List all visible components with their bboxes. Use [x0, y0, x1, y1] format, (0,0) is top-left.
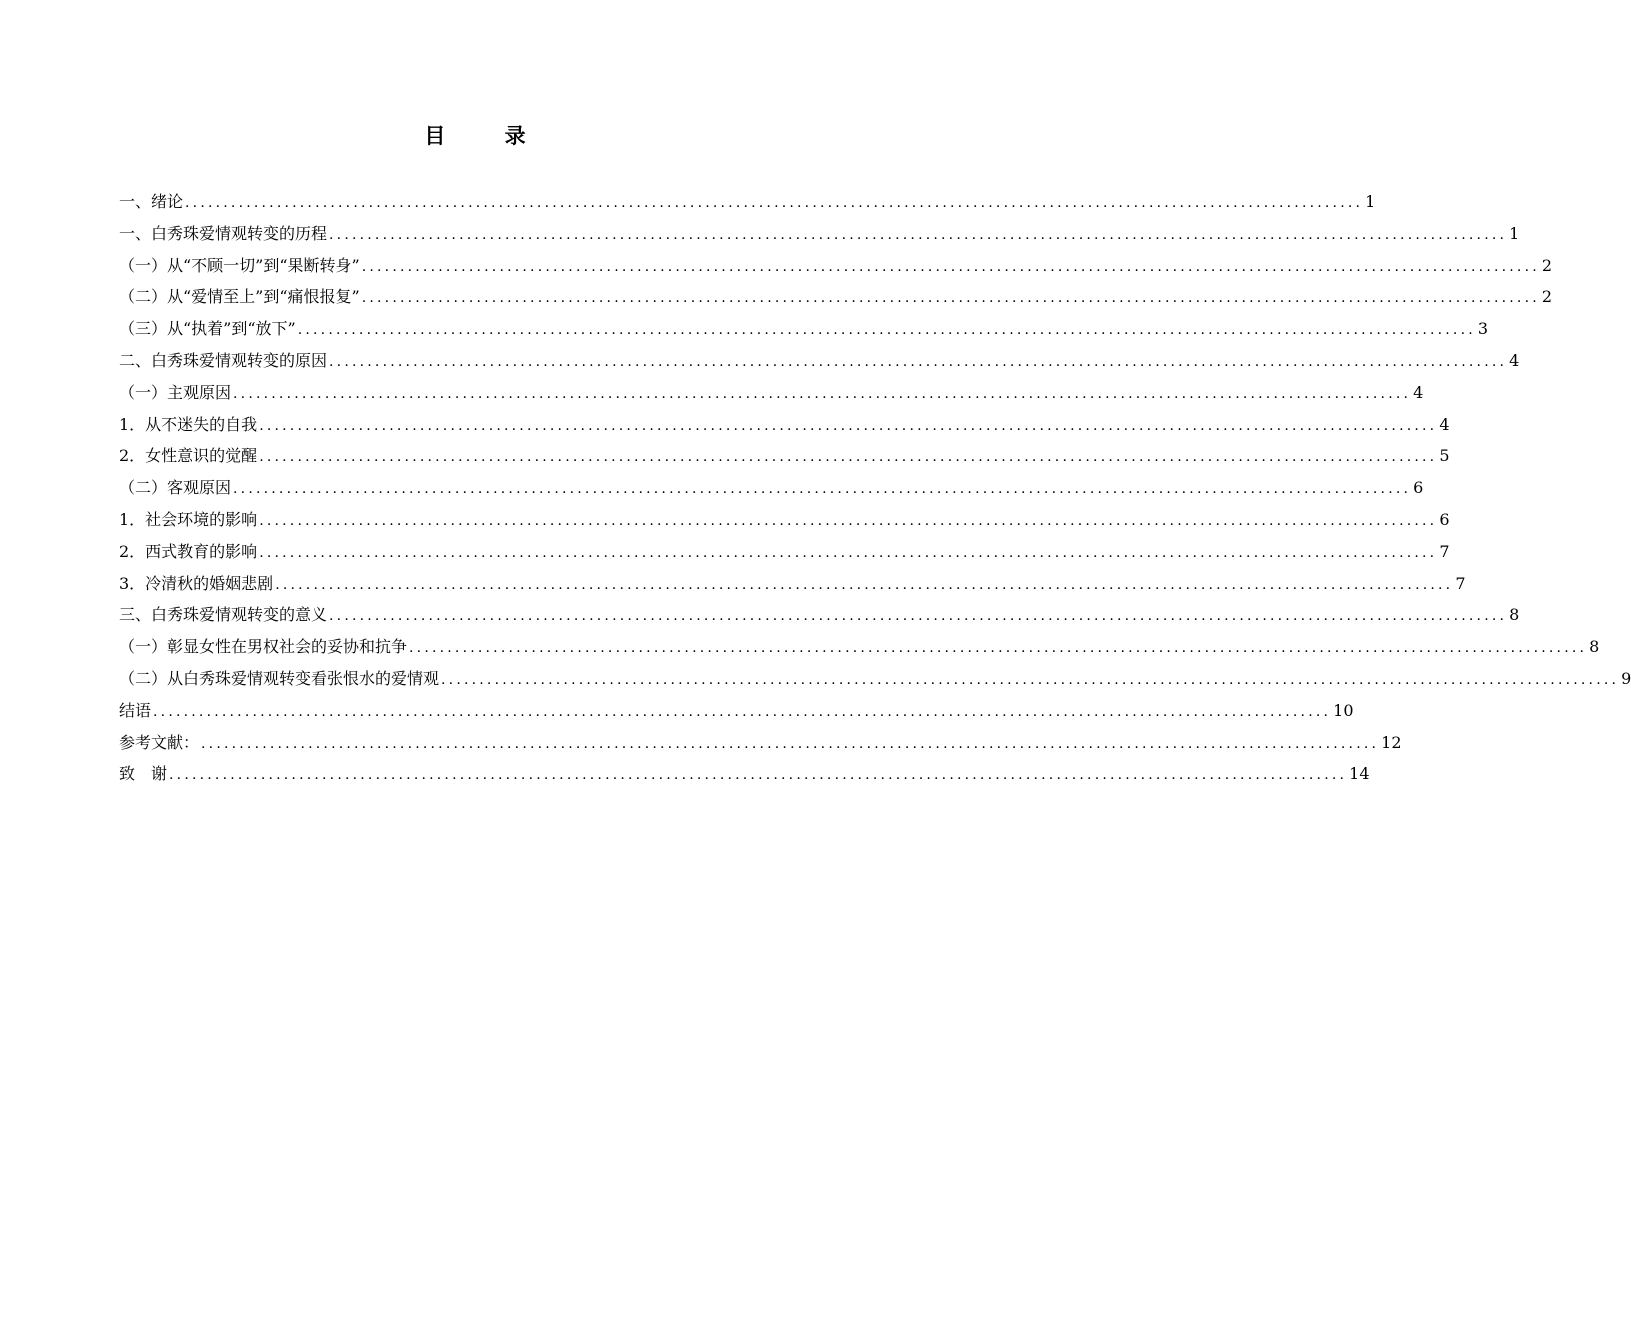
- toc-leader-dots: ..........................................................................................................................................................: [259, 512, 1438, 529]
- toc-page-number: 6: [1413, 478, 1424, 498]
- toc-leader-dots: ..........................................................................................................................................................: [201, 735, 1380, 752]
- toc-entry-objective-3[interactable]: [119, 568, 1466, 600]
- toc-entry-intro[interactable]: [119, 186, 1376, 218]
- toc-entry-text: 结语: [119, 700, 152, 720]
- toc-entry-text: 1．社会环境的影响: [119, 509, 258, 529]
- toc-entry-text: 参考文献：: [119, 732, 200, 752]
- toc-page-number: 7: [1455, 573, 1466, 593]
- toc-entry-references[interactable]: [119, 727, 1402, 759]
- toc-leader-dots: ..........................................................................................................................................................: [297, 322, 1476, 339]
- toc-page-number: 3: [1477, 319, 1489, 339]
- toc-entry-conclusion[interactable]: [119, 695, 1354, 727]
- toc-page-number: 8: [1509, 605, 1520, 625]
- toc-page-number: 9: [1621, 668, 1631, 688]
- toc-page-number: 2: [1541, 255, 1553, 275]
- toc-entry-text: 三、白秀珠爱情观转变的意义: [119, 605, 328, 625]
- toc-page-number: 1: [1365, 192, 1376, 211]
- toc-entry-text: 一、白秀珠爱情观转变的历程: [119, 223, 328, 243]
- toc-leader-dots: ..........................................................................................................................................................: [233, 481, 1412, 498]
- toc-leader-dots: ..........................................................................................................................................................: [329, 353, 1508, 370]
- toc-entry-acknowledgements[interactable]: [119, 758, 1370, 790]
- toc-entry-text: 2．女性意识的觉醒: [119, 446, 258, 466]
- toc-page-number: 1: [1509, 223, 1520, 243]
- toc-page-number: 8: [1589, 637, 1600, 657]
- toc-leader-dots: ..........................................................................................................................................................: [409, 640, 1588, 657]
- toc-entry-text: 3．冷清秋的婚姻悲剧: [119, 573, 274, 593]
- toc-leader-dots: ..........................................................................................................................................................: [185, 195, 1364, 211]
- toc-entry-text: （一）从“不顾一切”到“果断转身”: [119, 255, 360, 275]
- toc-leader-dots: ..........................................................................................................................................................: [329, 608, 1508, 625]
- toc-page-number: 10: [1333, 700, 1354, 720]
- toc-page-number: 6: [1439, 509, 1450, 529]
- toc-leader-dots: ..........................................................................................................................................................: [441, 671, 1620, 688]
- toc-entry-love-view-process[interactable]: [119, 218, 1520, 250]
- toc-entry-text: 一、绪论: [119, 192, 184, 211]
- toc-page-number: 4: [1509, 350, 1520, 370]
- toc-page-number: 2: [1541, 287, 1553, 307]
- toc-leader-dots: ..........................................................................................................................................................: [153, 703, 1332, 720]
- toc-leader-dots: ..........................................................................................................................................................: [169, 767, 1348, 784]
- toc-page-number: 4: [1413, 382, 1424, 402]
- toc-entry-objective-1[interactable]: [119, 504, 1450, 536]
- toc-entry-text: 二、白秀珠爱情观转变的原因: [119, 350, 328, 370]
- toc-title: 目 录: [424, 123, 552, 148]
- toc-entry-significance-1[interactable]: [119, 631, 1600, 663]
- toc-list: [119, 186, 1631, 790]
- toc-entry-text: （二）从白秀珠爱情观转变看张恨水的爱情观: [119, 668, 440, 688]
- toc-entry-text: （三）从“执着”到“放下”: [119, 319, 296, 339]
- toc-leader-dots: ..........................................................................................................................................................: [275, 576, 1454, 593]
- toc-entry-subjective-reasons[interactable]: [119, 377, 1424, 409]
- toc-entry-subjective-2[interactable]: [119, 440, 1450, 472]
- toc-entry-objective-reasons[interactable]: [119, 472, 1424, 504]
- toc-leader-dots: ..........................................................................................................................................................: [259, 417, 1438, 434]
- toc-entry-significance-2[interactable]: [119, 663, 1631, 695]
- toc-leader-dots: ..........................................................................................................................................................: [361, 290, 1540, 307]
- toc-page-number: 7: [1439, 541, 1450, 561]
- toc-leader-dots: ..........................................................................................................................................................: [361, 258, 1540, 275]
- toc-entry-significance[interactable]: [119, 599, 1520, 631]
- toc-leader-dots: ..........................................................................................................................................................: [329, 226, 1508, 243]
- toc-entry-text: （二）客观原因: [119, 478, 232, 498]
- toc-entry-text: 1．从不迷失的自我: [119, 414, 258, 434]
- toc-entry-text: （二）从“爱情至上”到“痛恨报复”: [119, 287, 360, 307]
- toc-leader-dots: ..........................................................................................................................................................: [233, 385, 1412, 402]
- toc-page-number: 14: [1349, 764, 1370, 784]
- toc-entry-text: 致 谢: [119, 764, 168, 784]
- toc-entry-objective-2[interactable]: [119, 536, 1450, 568]
- toc-leader-dots: ..........................................................................................................................................................: [259, 449, 1438, 466]
- toc-page-number: 4: [1439, 414, 1450, 434]
- toc-page-number: 12: [1381, 732, 1402, 752]
- toc-entry-text: （一）主观原因: [119, 382, 232, 402]
- toc-entry-process-3[interactable]: [119, 313, 1489, 345]
- toc-entry-process-1[interactable]: [119, 250, 1553, 282]
- toc-entry-text: （一）彰显女性在男权社会的妥协和抗争: [119, 637, 408, 657]
- toc-entry-subjective-1[interactable]: [119, 409, 1450, 441]
- toc-entry-text: 2．西式教育的影响: [119, 541, 258, 561]
- toc-entry-reasons[interactable]: [119, 345, 1520, 377]
- toc-entry-process-2[interactable]: [119, 281, 1553, 313]
- toc-leader-dots: ..........................................................................................................................................................: [259, 544, 1438, 561]
- toc-page-number: 5: [1439, 446, 1450, 466]
